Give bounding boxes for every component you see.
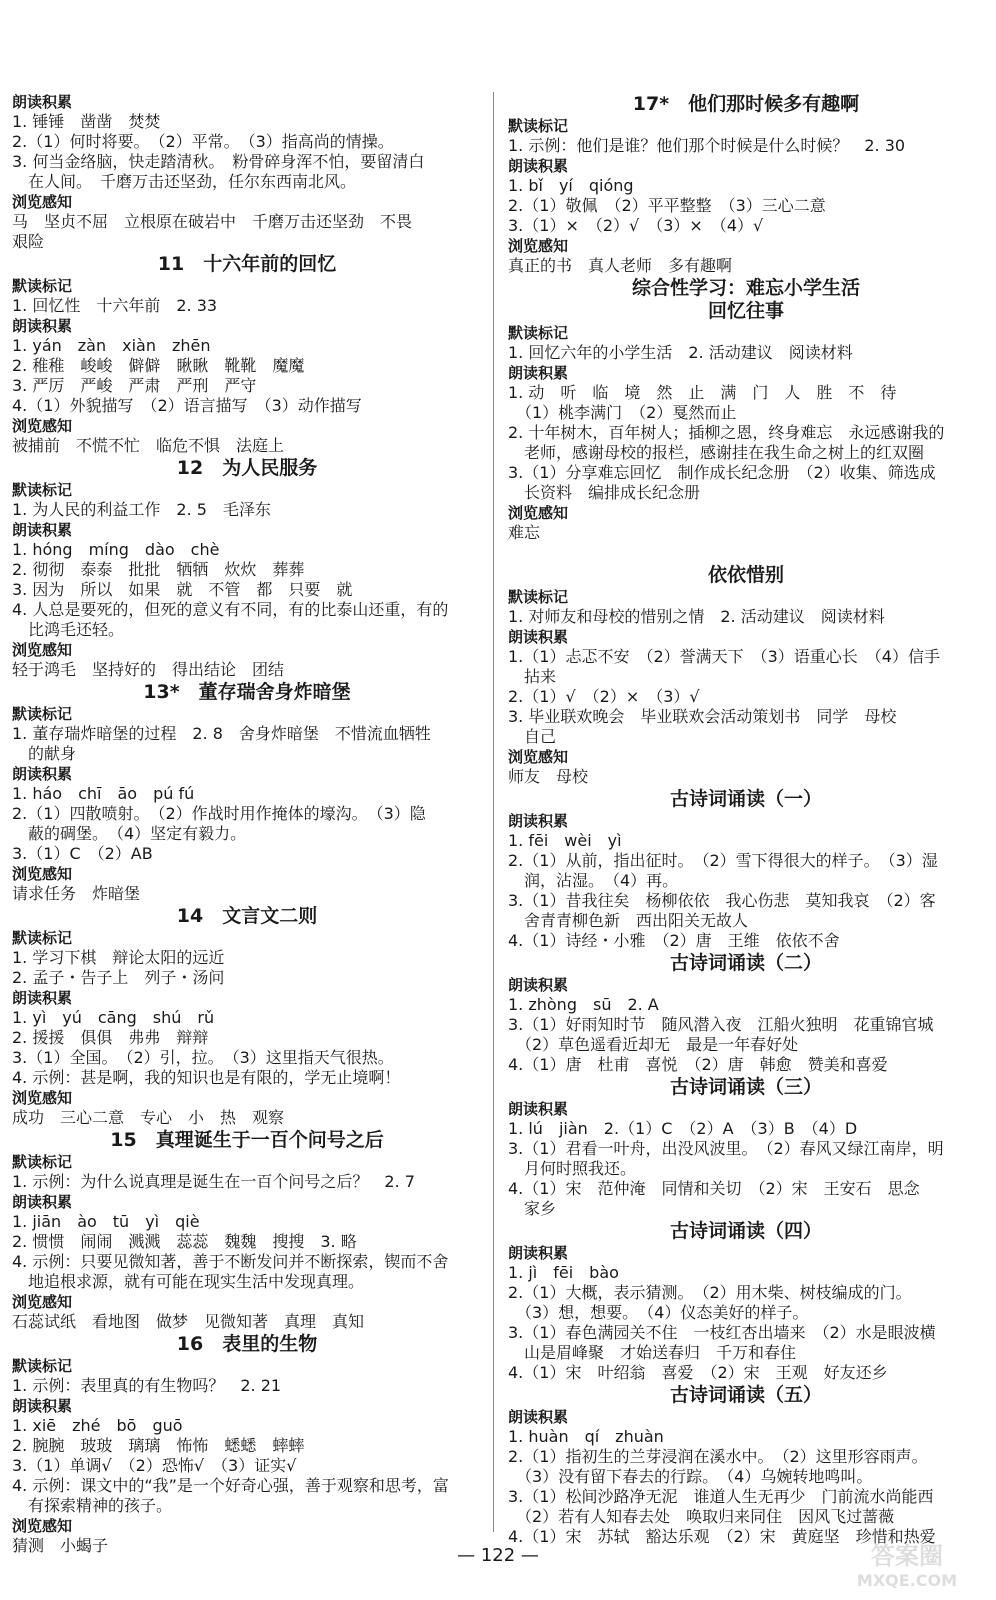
answer-line: 3.（1）全国。 （2）引，拉。 （3）这里指天气很热。: [12, 1048, 394, 1067]
answer-line: 2.（1）何时将要。 （2）平常。 （3）指高尚的情操。: [12, 132, 394, 151]
section-label: 默读标记: [508, 324, 569, 342]
section-label: 浏览感知: [12, 193, 73, 211]
answer-line: 4.（1）唐 杜甫 喜悦 （2）唐 韩愈 赞美和喜爱: [508, 1055, 888, 1074]
answer-line: 3.（1）松间沙路净无泥 谁道人生无再少 门前流水尚能西: [508, 1487, 934, 1506]
answer-line: 1. yì yú cāng shú rǔ: [12, 1008, 215, 1027]
svg-text:MXQE.COM: MXQE.COM: [856, 1571, 958, 1590]
answer-line: 4. 示例：甚是啊，我的知识也是有限的，学无止境啊！: [12, 1068, 401, 1087]
answer-line: 2. 稚稚 峻峻 僻僻 瞅瞅 靴靴 魔魔: [12, 356, 305, 375]
answer-line: 比鸿毛还轻。: [12, 620, 125, 639]
answer-line: 长资料 编排成长纪念册: [508, 483, 701, 502]
answer-line: 3.（1）C （2）AB: [12, 844, 153, 863]
section-label: 浏览感知: [12, 865, 73, 883]
section-label: 朗读积累: [508, 628, 569, 646]
section-label: 朗读积累: [508, 1408, 569, 1426]
section-label: 浏览感知: [12, 1517, 73, 1535]
answer-line: 马 坚贞不屈 立根原在破岩中 千磨万击还坚劲 不畏: [12, 212, 413, 231]
answer-line: 地追根求源，就有可能在现实生活中发现真理。: [12, 1272, 365, 1291]
answer-line: 1. xiē zhé bō guō: [12, 1416, 183, 1435]
section-label: 朗读积累: [508, 157, 569, 175]
page-number: — 122 —: [457, 1545, 539, 1566]
lesson-title: 16 表里的生物: [176, 1333, 318, 1355]
lesson-title: 古诗词诵读（二）: [669, 952, 822, 974]
section-label: 浏览感知: [508, 748, 569, 766]
lesson-title: 古诗词诵读（五）: [669, 1384, 822, 1406]
lesson-title: 古诗词诵读（三）: [669, 1076, 822, 1098]
answer-line: 2. 十年树木，百年树人；插柳之恩，终身难忘 永远感谢我的: [508, 423, 945, 442]
section-label: 默读标记: [12, 1357, 73, 1375]
answer-line: 自己: [508, 727, 557, 746]
answer-line: 1. 为人民的利益工作 2. 5 毛泽东: [12, 500, 271, 519]
answer-line: 轻于鸿毛 坚持好的 得出结论 团结: [12, 660, 285, 679]
answer-line: 2.（1）指初生的兰芽浸润在溪水中。 （2）这里形容雨声。: [508, 1447, 928, 1466]
section-label: 浏览感知: [508, 504, 569, 522]
section-label: 浏览感知: [508, 237, 569, 255]
answer-line: 1. jì fēi bào: [508, 1263, 619, 1282]
answer-line: 3.（1）× （2）√ （3）× （4）√: [508, 216, 764, 235]
answer-line: 4.（1）诗经・小雅 （2）唐 王维 依依不舍: [508, 931, 840, 950]
answer-line: 1. yán zàn xiàn zhēn: [12, 336, 211, 355]
answer-line: 3.（1）单调√ （2）恐怖√ （3）证实√: [12, 1456, 297, 1475]
answer-line: 4.（1）宋 范仲淹 同情和关切 （2）宋 王安石 思念: [508, 1179, 920, 1198]
watermark-logo: [832, 1538, 982, 1592]
section-label: 默读标记: [508, 117, 569, 135]
lesson-title: 综合性学习：难忘小学生活: [631, 277, 860, 299]
section-label: 默读标记: [508, 588, 569, 606]
answer-line: 1. 示例：他们是谁？他们那个时候是什么时候？ 2. 30: [508, 136, 906, 155]
answer-line: 1. 学习下棋 辩论太阳的远近: [12, 948, 225, 967]
section-label: 朗读积累: [508, 364, 569, 382]
answer-line: 拈来: [508, 667, 557, 686]
answer-line: 1. fēi wèi yì: [508, 831, 622, 850]
answer-line: 舍青青柳色新 西出阳关无故人: [508, 911, 749, 930]
answer-line: 1. bǐ yí qióng: [508, 176, 634, 195]
column-divider: [493, 92, 494, 1532]
section-label: 默读标记: [12, 929, 73, 947]
answer-line: 石蕊试纸 看地图 做梦 见微知著 真理 真知: [12, 1312, 365, 1331]
section-label: 浏览感知: [12, 1089, 73, 1107]
answer-line: 1. 锤锤 凿凿 焚焚: [12, 112, 161, 131]
section-label: 朗读积累: [508, 812, 569, 830]
answer-line: 3.（1）好雨知时节 随风潜入夜 江船火独明 花重锦官城: [508, 1015, 934, 1034]
answer-line: [508, 543, 984, 563]
lesson-title: 回忆往事: [707, 300, 784, 322]
section-label: 浏览感知: [12, 1293, 73, 1311]
section-label: 朗读积累: [12, 1193, 73, 1211]
answer-line: 在人间。 千磨万击还坚劲，任尔东西南北风。: [12, 172, 357, 191]
answer-line: 真正的书 真人老师 多有趣啊: [508, 256, 733, 275]
section-label: 朗读积累: [12, 93, 73, 111]
answer-line: 月何时照我还。: [508, 1159, 637, 1178]
answer-line: 成功 三心二意 专心 小 热 观察: [12, 1108, 285, 1127]
section-label: 朗读积累: [12, 989, 73, 1007]
answer-line: 3.（1）君看一叶舟，出没风波里。 （2）春风又绿江南岸，明: [508, 1139, 944, 1158]
answer-line: 2. 援援 俱俱 弗弗 辩辩: [12, 1028, 209, 1047]
answer-line: 有探索精神的孩子。: [12, 1496, 173, 1515]
section-label: 朗读积累: [12, 1397, 73, 1415]
section-label: 朗读积累: [12, 521, 73, 539]
answer-line: 蔽的碉堡。 （4）坚定有毅力。: [12, 824, 247, 843]
lesson-title: 古诗词诵读（一）: [669, 788, 822, 810]
answer-line: 2.（1）敬佩 （2）平平整整 （3）三心二意: [508, 196, 826, 215]
lesson-title: 古诗词诵读（四）: [669, 1220, 822, 1242]
answer-line: 1.（1）忐忑不安 （2）誉满天下 （3）语重心长 （4）信手: [508, 647, 940, 666]
answer-line: 4. 示例：课文中的“我”是一个好奇心强，善于观察和思考，富: [12, 1476, 449, 1495]
answer-line: 猜测 小蝎子: [12, 1536, 109, 1555]
answer-line: 2. 彻彻 泰泰 批批 牺牺 炊炊 葬葬: [12, 560, 305, 579]
answer-line: 4.（1）外貌描写 （2）语言描写 （3）动作描写: [12, 396, 362, 415]
answer-line: 1. huàn qí zhuàn: [508, 1427, 664, 1446]
answer-line: 1. 示例：表里真的有生物吗？ 2. 21: [12, 1376, 282, 1395]
answer-line: （2）草色遥看近却无 最是一年春好处: [508, 1035, 799, 1054]
answer-line: 2.（1）√ （2）× （3）√: [508, 687, 700, 706]
answer-line: 1. 对师友和母校的惜别之情 2. 活动建议 阅读材料: [508, 607, 885, 626]
answer-line: （1）桃李满门 （2）戛然而止: [508, 403, 737, 422]
answer-line: 被捕前 不慌不忙 临危不惧 法庭上: [12, 436, 285, 455]
answer-line: 3.（1）春色满园关不住 一枝红杏出墙来 （2）水是眼波横: [508, 1323, 936, 1342]
right-column: [508, 92, 984, 1547]
answer-line: 2.（1）从前，指出征时。 （2）雪下得很大的样子。 （3）湿: [508, 851, 938, 870]
lesson-title: 依依惜别: [707, 564, 784, 586]
answer-line: 2. 孟子・告子上 列子・汤问: [12, 968, 225, 987]
answer-line: 3. 严厉 严峻 严肃 严刑 严守: [12, 376, 257, 395]
section-label: 默读标记: [12, 277, 73, 295]
answer-line: 2.（1）四散喷射。 （2）作战时用作掩体的壕沟。 （3）隐: [12, 804, 426, 823]
answer-line: 难忘: [508, 523, 541, 542]
answer-line: （3）想，想要。 （4）仪态美好的样子。: [508, 1303, 809, 1322]
answer-line: 1. 回忆性 十六年前 2. 33: [12, 296, 218, 315]
answer-line: 4.（1）宋 苏轼 豁达乐观 （2）宋 黄庭坚 珍惜和热爱: [508, 1527, 936, 1546]
answer-line: 3. 何当金络脑，快走踏清秋。 粉骨碎身浑不怕，要留清白: [12, 152, 425, 171]
section-label: 朗读积累: [508, 1244, 569, 1262]
answer-line: 老师，感谢母校的报栏，感谢挂在我生命之树上的红双圈: [508, 443, 925, 462]
answer-line: 3. 毕业联欢晚会 毕业联欢会活动策划书 同学 母校: [508, 707, 897, 726]
answer-line: 3.（1）分享难忘回忆 制作成长纪念册 （2）收集、筛选成: [508, 463, 936, 482]
answer-line: 请求任务 炸暗堡: [12, 884, 141, 903]
svg-text:答案圈: 答案圈: [871, 1542, 943, 1570]
answer-line: 1. 示例：为什么说真理是诞生在一百个问号之后？ 2. 7: [12, 1172, 415, 1191]
section-label: 默读标记: [12, 1153, 73, 1171]
section-label: 默读标记: [12, 705, 73, 723]
left-column: [12, 92, 482, 1556]
lesson-title: 13* 董存瑞舍身炸暗堡: [143, 681, 351, 703]
answer-line: 的献身: [12, 744, 77, 763]
answer-line: 1. 动 听 临 境 然 止 满 门 人 胜 不 待: [508, 383, 897, 402]
lesson-title: 11 十六年前的回忆: [157, 253, 337, 275]
answer-line: 家乡: [508, 1199, 557, 1218]
answer-line: （3）没有留下春去的行踪。 （4）乌婉转地鸣叫。: [508, 1467, 873, 1486]
answer-line: 润，沾湿。 （4）再。: [508, 871, 679, 890]
answer-line: 山是眉峰聚 才始送春归 千万和春住: [508, 1343, 797, 1362]
answer-line: 3. 因为 所以 如果 就 不管 都 只要 就: [12, 580, 353, 599]
answer-line: 艰险: [12, 232, 45, 251]
answer-line: 4. 人总是要死的，但死的意义有不同，有的比泰山还重，有的: [12, 600, 449, 619]
answer-line: 4.（1）宋 叶绍翁 喜爱 （2）宋 王观 好友还乡: [508, 1363, 888, 1382]
section-label: 浏览感知: [12, 417, 73, 435]
section-label: 朗读积累: [508, 1100, 569, 1118]
answer-line: 1. zhòng sū 2. A: [508, 995, 659, 1014]
answer-line: 2. 腕腕 玻玻 璃璃 怖怖 蟋蟋 蟀蟀: [12, 1436, 305, 1455]
section-label: 浏览感知: [12, 641, 73, 659]
answer-line: 2. 惯惯 闹闹 溅溅 蕊蕊 魏魏 搜搜 3. 略: [12, 1232, 357, 1251]
answer-line: 4. 示例：只要见微知著，善于不断发问并不断探索，锲而不舍: [12, 1252, 449, 1271]
answer-line: 1. 董存瑞炸暗堡的过程 2. 8 舍身炸暗堡 不惜流血牺牲: [12, 724, 431, 743]
answer-line: 2.（1）大概，表示猜测。 （2）用木柴、树枝编成的门。: [508, 1283, 912, 1302]
lesson-title: 14 文言文二则: [176, 905, 318, 927]
answer-line: 1. jiān ào tū yì qiè: [12, 1212, 200, 1231]
answer-line: 1. lú jiàn 2.（1）C （2）A （3）B （4）D: [508, 1119, 858, 1138]
answer-line: 1. hóng míng dào chè: [12, 540, 220, 559]
section-label: 朗读积累: [508, 976, 569, 994]
section-label: 默读标记: [12, 481, 73, 499]
answer-line: 3.（1）昔我往矣 杨柳依依 我心伤悲 莫知我哀 （2）客: [508, 891, 936, 910]
answer-line: 1. háo chī āo pú fú: [12, 784, 195, 803]
lesson-title: 15 真理诞生于一百个问号之后: [110, 1129, 384, 1151]
answer-line: 师友 母校: [508, 767, 589, 786]
lesson-title: 12 为人民服务: [176, 457, 318, 479]
lesson-title: 17* 他们那时候多有趣啊: [632, 93, 860, 115]
section-label: 朗读积累: [12, 765, 73, 783]
answer-line: （2）若有人知春去处 唤取归来同住 因风飞过蔷薇: [508, 1507, 895, 1526]
answer-line: 1. 回忆六年的小学生活 2. 活动建议 阅读材料: [508, 343, 853, 362]
section-label: 朗读积累: [12, 317, 73, 335]
